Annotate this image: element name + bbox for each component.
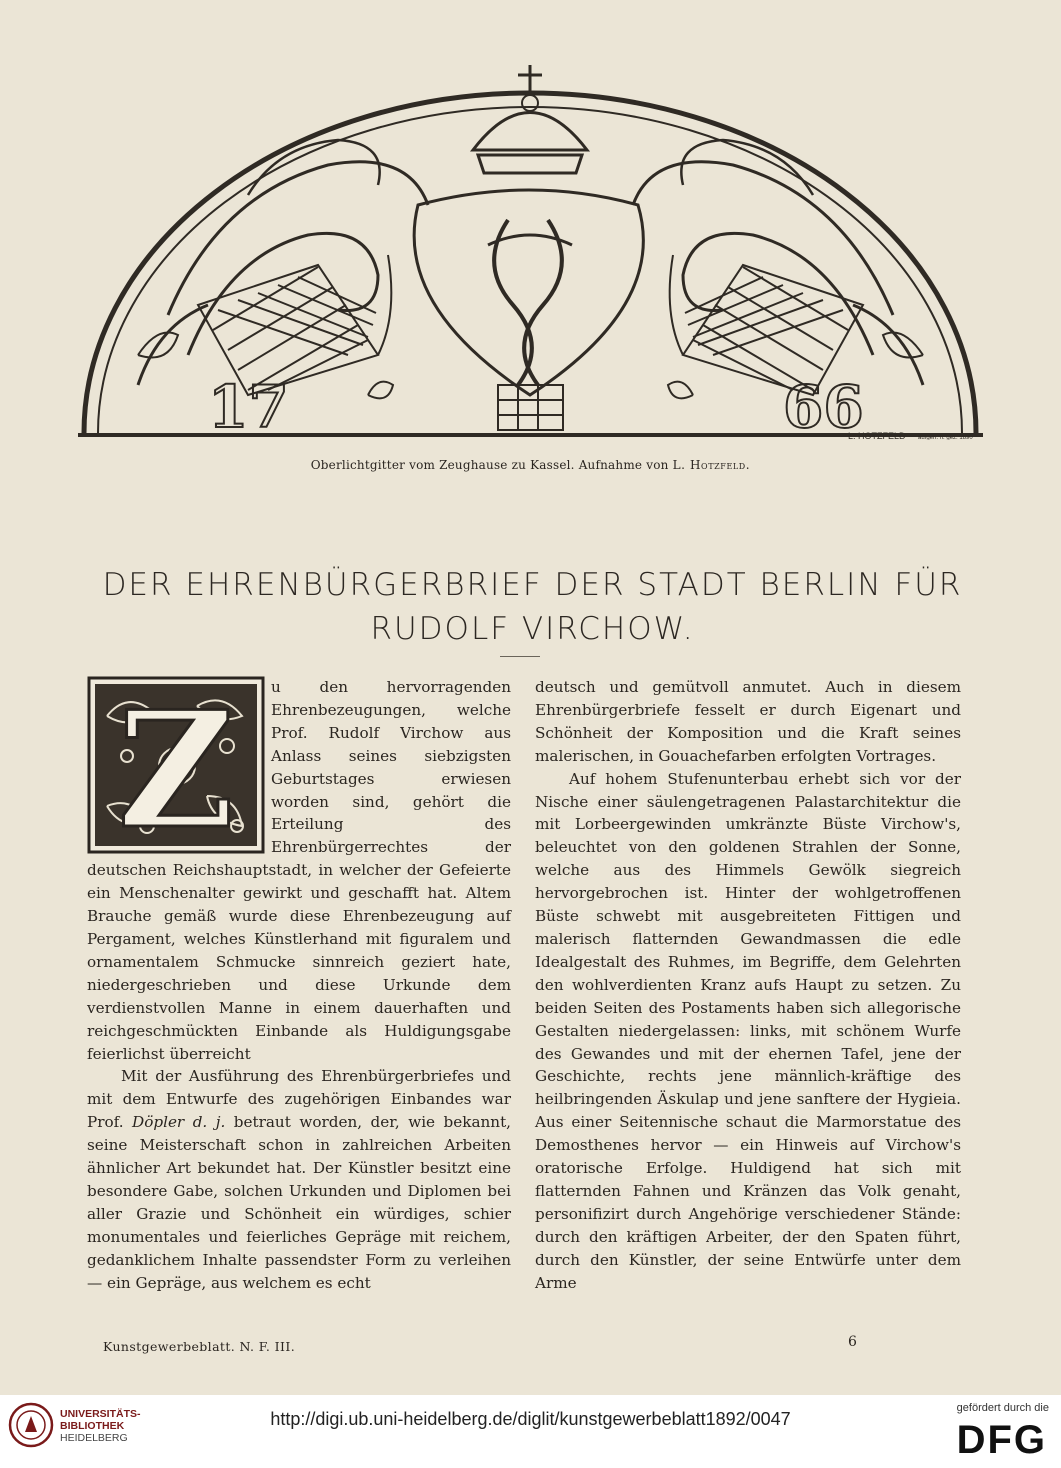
iron-grille-illustration	[78, 55, 983, 440]
caption-name: L. Hotzfeld.	[672, 458, 751, 472]
title-line-1: DER EHRENBÜRGERBRIEF DER STADT BERLIN FÜR	[102, 567, 963, 603]
page-number: 6	[848, 1334, 857, 1350]
library-line-2: BIBLIOTHEK	[60, 1420, 125, 1432]
journal-footer: Kunstgewerbeblatt. N. F. III.	[103, 1339, 296, 1354]
funding-note: gefördert durch die	[956, 1402, 1049, 1414]
column-left	[87, 676, 511, 1294]
library-line-1: UNIVERSITÄTS-	[60, 1408, 141, 1420]
article-title	[80, 563, 985, 651]
dropcap-letter: Z	[117, 676, 235, 854]
dropcap-initial	[87, 676, 265, 854]
paragraph-2-part-a: Mit der Ausführung des Ehrenbürgerbriefes und mit dem Entwurfe des zugehörigen Einbandes war Prof.	[87, 1067, 511, 1132]
permalink-url[interactable]: http://digi.ub.uni-heidelberg.de/diglit/kunstgewerbeblatt1892/0047	[270, 1409, 791, 1429]
paragraph-2-part-b: betraut worden, der, wie bekannt, seine Meisterschaft schon in zahlreichen Arbeiten ähnlicher Art bekundet hat. Der Künstler besitzt eine besondere Gabe, solchen Urkunden und Diplomen bei aller Grazie und Schönheit ein würdiges, schier monumentales und feierliches Gepräge mit reichem, gedanklichem Inhalte passendster Form zu verleihen — ein Gepräge, aus welchem es echt	[87, 1113, 512, 1292]
engraver-note: aufgen. n. gez. 1890	[918, 435, 973, 440]
year-left: 17	[208, 373, 289, 440]
engraver-signature: L. HOTZFELD	[848, 431, 906, 440]
figure-caption	[0, 458, 1061, 472]
title-divider	[500, 656, 540, 657]
year-right: 66	[783, 373, 864, 440]
title-line-2: RUDOLF VIRCHOW.	[370, 611, 695, 647]
bottom-bar	[0, 1395, 1061, 1468]
library-line-3: HEIDELBERG	[60, 1432, 128, 1444]
dfg-logo[interactable]: DFG	[956, 1418, 1047, 1462]
paragraph-4: Auf hohem Stufenunterbau erhebt sich vor der Nische einer säulengetragenen Palastarchitektur die mit Lorbeergewinden umkränzte Büste Virchow's, beleuchtet von den goldenen Strahlen der Sonne, welche aus des Himmels Gewölk siegreich hervorgebrochen ist. Hinter der wohlgetroffenen Büste schwebt mit ausgebreiteten Fittigen und malerisch flatternden Gewandmassen die edle Idealgestalt des Ruhmes, im Begriffe, dem Gelehrten den wohlverdienten Kranz aufs Haupt zu setzen. Zu beiden Seiten des Postaments haben sich allegorische Gestalten niedergelassen: links, mit schönem Wurfe des Gewandes und mit der ehernen Tafel, jene der Geschichte, rechts jene männlich-kräftige des heilbringenden Äskulap und jene sanftere der Hygieia. Aus einer Seitennische schaut die Marmorstatue des Demosthenes hervor — ein Hinweis auf Virchow's oratorische Erfolge. Huldigend hat sich mit flatternden Fahnen und Kränzen das Volk genaht, personifizirt durch Angehörige verschiedener Stände: durch den kräftigen Arbeiter, der den Spaten führt, durch den Künstler, der seine Entwürfe unter dem Arme	[535, 769, 961, 1292]
paragraph-2	[87, 1065, 511, 1294]
paragraph-3: deutsch und gemütvoll anmutet. Auch in diesem Ehrenbürgerbriefe fesselt er durch Eigenart und Schönheit der Komposition und die Kraft seines malerischen, in Gouachefarben erfolgten Vortrages.	[535, 678, 961, 765]
caption-text: Oberlichtgitter vom Zeughause zu Kassel. Aufnahme von	[310, 458, 673, 472]
column-right	[535, 676, 961, 1294]
paragraph-1: u den hervorragenden Ehrenbezeugungen, welche Prof. Rudolf Virchow aus Anlass seines siebzigsten Geburtstages erwiesen worden sind, gehört die Erteilung des Ehrenbürgerrechtes der deutschen Reichshauptstadt, in welcher der Gefeierte ein Menschenalter gewirkt und geschafft hat. Altem Brauche gemäß wurde diese Ehrenbezeugung auf Pergament, welches Künstlerhand mit figuralem und ornamentalem Schmucke sinnreich geziert hate, niedergeschrieben und diese Urkunde dem verdienstvollen Manne in einem dauerhaften und reichgeschmückten Einbande als Huldigungsgabe feierlichst überreicht	[87, 678, 511, 1063]
artist-name: Döpler d. j.	[132, 1113, 226, 1132]
